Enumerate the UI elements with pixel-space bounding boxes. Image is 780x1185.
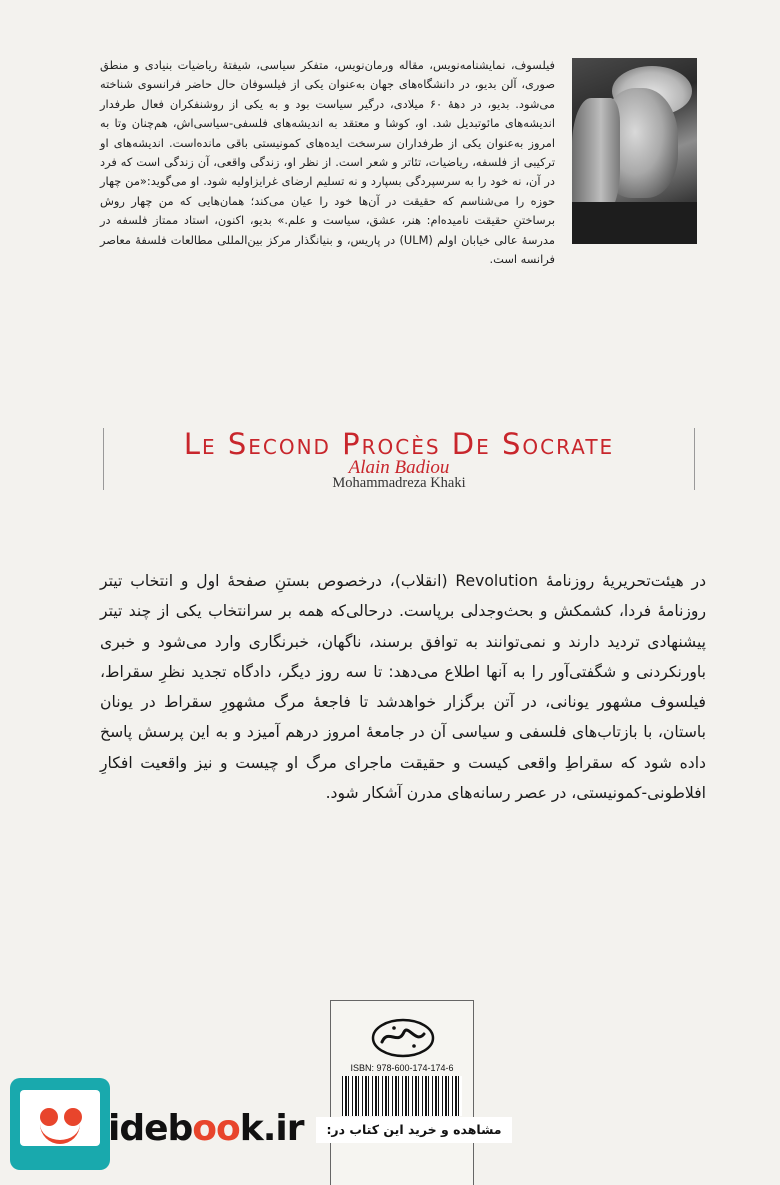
brand-prefix: ideb (108, 1108, 193, 1149)
title-divider-right (694, 428, 695, 490)
brand-suffix: k.ir (239, 1108, 304, 1149)
book-blurb (100, 566, 706, 808)
book-translator: Mohammadreza Khaki (332, 475, 466, 491)
idebook-watermark-link[interactable] (108, 1109, 303, 1149)
brand-accent: oo (192, 1108, 240, 1149)
isbn-number: ISBN: 978-600-174-174-6 (350, 1063, 454, 1073)
blurb-text: در هیئت‌تحریریهٔ روزنامهٔ Revolution (انقلاب)، درخصوص بستنِ صفحهٔ اول و انتخاب تیتر روزنامهٔ فردا، کشمکش و بحث‌وجدلی برپاست. درحالی‌که همه بر سرانتخاب یکی از چند تیتر پیشنهادی تردید دارند و نمی‌توانند به توافق برسند، ناگهان، خبرنگاری وارد می‌شود و خبری باورنکردنی و شگفتی‌آور را به آنها اطلاع می‌دهد: تا سه روز دیگر، دادگاه تجدید نظرِ سقراط، فیلسوف مشهور یونانی، در آتن برگزار خواهدشد تا فاجعهٔ مرگ مشهورِ سقراط در یونان باستان، با بازتاب‌های فلسفی و سیاسی آن در جامعهٔ امروز درهم آمیزد و به این پرسش پاسخ داده شود که سقراطِ واقعی کیست و حقیقت ماجرای مرگ او چیست و نیز واقعیت افکارِ افلاطونی-کمونیستی، در عصر رسانه‌های مدرن آشکار شود. (100, 572, 707, 803)
author-biography (100, 56, 555, 269)
portrait-hand (572, 98, 620, 218)
title-divider-left (103, 428, 104, 490)
book-title: Le Second Procès De Socrate (183, 427, 615, 461)
book-author: Alain Badiou (348, 457, 450, 478)
watermark-caption: مشاهده و خرید این کتاب در: (316, 1117, 512, 1143)
publisher-logo (368, 1016, 438, 1060)
isbn-barcode (342, 1076, 462, 1116)
idebook-logo-icon[interactable] (10, 1078, 110, 1170)
portrait-coat (572, 202, 697, 244)
author-portrait-photo (572, 58, 697, 244)
publisher-logo-icon (368, 1016, 438, 1060)
biography-text: فیلسوف، نمایشنامه‌نویس، مقاله‌ ورمان‌نویس، متفکر سیاسی، شیفتهٔ ریاضیات بنیادی و منطق صوری، آلن بدیو، در دانشگاه‌های جهان به‌عنوان یکی از فیلسوفان حال حاضر فرانسوی شناخته می‌شود. بدیو، در دههٔ ۶۰ میلادی، درگیر سیاست بود و به یکی از روشنفکران فعال طرفدار اندیشه‌های مائوتبدیل شد. او، کوشا و معتقد به اندیشه‌های فلسفی-سیاسی‌اش، هم‌چنان وتا به امروز به‌عنوان یکی از طرفداران سرسخت ایده‌های کمونیستی باقی مانده‌است. اندیشه‌های او ترکیبی از فلسفه، ریاضیات، تئاتر و شعر است. از نظر او، زندگی واقعی، آن زندگی است که فرد در آن، نه خود را به سرسپردگی بسپارد و نه تسلیم ارضای غرایزاولیه شود. او می‌گوید:«من چهار حوزه را می‌شناسم که حقیقت در آن‌ها خود را عیان می‌کند؛ همان‌هایی که من چهار روش برساختنِ حقیقت نامیده‌ام: هنر، عشق، سیاست و علم.» بدیو، اکنون، استاد ممتاز فلسفه در مدرسهٔ عالی خیابان اولم (ULM) در پاریس، و بنیانگذار مرکز بین‌المللی مطالعات فلسفهٔ معاصر فرانسه است. (100, 58, 555, 267)
